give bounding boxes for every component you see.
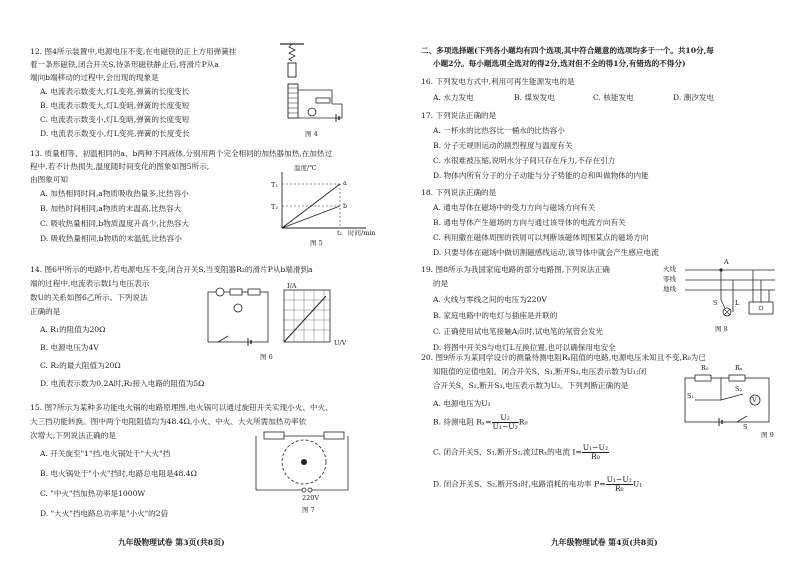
q12-stem-line-3: 端向b端移动的过程中,会出现的现象是 xyxy=(30,73,159,82)
q20-option-c-prefix: C. 闭合开关S、S₁,断开S₂,流过Rₓ的电流 I= xyxy=(433,447,582,457)
figure-8-household-circuit xyxy=(681,262,777,324)
q20-option-d xyxy=(433,476,642,493)
figure-5-y-axis-label: 温度/℃ xyxy=(294,164,317,172)
figure-5-temperature-time-graph xyxy=(270,168,370,236)
figure-5-label: 图 5 xyxy=(310,239,323,247)
q17-option-d: D. 物体内所有分子的分子动能与分子势能的总和叫做物体的内能 xyxy=(433,171,649,180)
q16-option-b: B. 煤炭发电 xyxy=(514,93,555,102)
figure-9-s2-label: S₂ xyxy=(735,385,743,393)
q16-option-a: A. 水力发电 xyxy=(433,93,474,102)
q13-stem-line-3: 由图象可知 xyxy=(30,175,68,184)
figure-6-circuit xyxy=(204,284,272,348)
q18-option-a: A. 通电导体在磁场中的受力方向与磁场方向有关 xyxy=(433,203,596,212)
figure-5-line-a-label: a xyxy=(343,179,347,187)
section-heading-line-2: 小题2分。每小题选项全选对的得2分,选对但不全的得1分,有错选的不得分) xyxy=(433,59,686,68)
q19-option-c: C. 正确使用试电笔接触A点时,试电笔的氖管会发光 xyxy=(433,327,604,336)
q20-option-a: A. 电源电压为U₁ xyxy=(433,399,491,408)
figure-5-tick-label: t₁ xyxy=(337,229,343,237)
q16-option-c: C. 核能发电 xyxy=(593,93,634,102)
figure-5-line-b-label: b xyxy=(343,202,348,210)
q20-stem-line-3: 合开关S、S₂,断开S₁,电压表示数为U₂。下列判断正确的是 xyxy=(433,381,629,390)
q20-option-b-denominator: U₁−U₂ xyxy=(492,421,518,431)
figure-8-switch-label: S xyxy=(713,299,718,307)
q18-stem: 18. 下列说法正确的是 xyxy=(421,188,497,197)
figure-7-label: 图 7 xyxy=(302,506,315,514)
q14-stem-line-1: 14. 图6甲所示的电路中,若电源电压不变,闭合开关S,当变阻器R₂的滑片P从b端滑到a xyxy=(30,265,313,274)
q14-option-b: B. 电源电压为4V xyxy=(40,343,99,352)
q18-option-d: D. 只要导体在磁场中做切割磁感线运动,该导体中就会产生感应电流 xyxy=(433,248,659,257)
q20-option-b-numerator: U₂ xyxy=(492,414,519,423)
q15-option-c: C. "中火"挡加热功率是1000W xyxy=(40,489,146,498)
figure-6-label: 图 6 xyxy=(260,353,273,361)
q19-option-d: D. 将图中开关S与电灯L互换位置,也可以确保用电安全 xyxy=(433,343,616,352)
q12-stem-line-1: 12. 图4所示装置中,电源电压不变,在电磁铁的正上方用弹簧挂 xyxy=(30,47,237,56)
figure-5-t1-label: T₁ xyxy=(271,181,278,189)
right-page xyxy=(397,0,794,561)
q20-option-d-numerator: U₁−U₂ xyxy=(606,475,632,484)
figure-4-label: 图 4 xyxy=(305,130,318,138)
left-page-footer: 九年级物理试卷 第3页(共8页) xyxy=(118,538,225,547)
q12-option-a: A. 电流表示数变大,灯L变亮,弹簧的长度变长 xyxy=(40,87,190,96)
q14-stem-line-2: 端的过程中,电流表示数I与电压表示 xyxy=(30,279,150,288)
q20-option-b-prefix: B. 待测电阻 Rₓ= xyxy=(433,417,492,427)
figure-9-r0-label: R₀ xyxy=(701,364,709,372)
figure-6-x-axis-label: U/V xyxy=(334,339,347,347)
figure-9-label: 图 9 xyxy=(761,431,774,439)
q20-option-b-suffix: R₀ xyxy=(518,417,528,427)
q20-option-c-numerator: U₁−U₂ xyxy=(582,443,608,452)
figure-8-lamp-label: L xyxy=(735,299,740,307)
figure-7-rotary-switch-circuit xyxy=(254,424,350,504)
q20-option-d-denominator: R₀ xyxy=(614,483,624,493)
q19-option-b: B. 家庭电路中的电灯与插座是并联的 xyxy=(433,311,558,320)
q15-option-b: B. 电火锅处于"小火"挡时,电路总电阻是48.4Ω xyxy=(40,469,197,478)
q14-stem-line-3: 数U的关系如图6乙所示。下列说法 xyxy=(30,293,148,302)
q20-option-b xyxy=(433,414,528,431)
figure-8-point-a-label: A xyxy=(724,258,729,266)
q14-option-a: A. R₁的阻值为20Ω xyxy=(40,325,106,334)
figure-9-resistance-measurement-circuit xyxy=(681,372,773,432)
q17-option-a: A. 一杯水的比热容比一桶水的比热容小 xyxy=(433,126,565,135)
q17-option-c: C. 水很难被压缩,说明水分子间只存在斥力,不存在引力 xyxy=(433,156,616,165)
figure-9-rx-label: Rₓ xyxy=(735,364,743,372)
section-heading-line-1: 二、多项选择题(下列各小题均有四个选项,其中符合题意的选项均多于一个。共10分,每 xyxy=(421,46,714,55)
q18-option-b: B. 通电导体产生磁场的方向与通过该导体的电流方向有关 xyxy=(433,218,626,227)
figure-4-electromagnet-circuit xyxy=(276,42,356,134)
q20-option-b-fraction xyxy=(492,414,519,431)
q20-option-c xyxy=(433,444,609,461)
figure-9-voltmeter-label: V xyxy=(752,396,757,404)
q19-option-a: A. 火线与零线之间的电压为220V xyxy=(433,295,547,304)
q18-option-c: C. 利用撒在磁体周围的铁屑可以判断该磁体周围某点的磁场方向 xyxy=(433,233,649,242)
q12-option-b: B. 电流表示数变大,灯L变暗,弹簧的长度变短 xyxy=(40,101,190,110)
q19-stem-line-2: 的是 xyxy=(433,279,449,288)
q20-option-d-prefix: D. 闭合开关S、S₂,断开S₁时,电路消耗的电功率 P= xyxy=(433,479,606,489)
q16-option-d: D. 潮汐发电 xyxy=(673,93,715,102)
q13-stem-line-1: 13. 质量相等、初温相同的a、b两种不同液体,分别用两个完全相同的加热器加热,在加热过 xyxy=(30,149,333,158)
q20-stem-line-2: 知阻值的定值电阻。闭合开关S、S₁,断开S₂,电压表示数为U₁;闭 xyxy=(433,367,647,376)
q20-option-d-fraction xyxy=(606,476,633,493)
figure-8-ground-wire-label: 地线 xyxy=(663,285,676,293)
q20-option-d-suffix: U₁ xyxy=(632,479,643,489)
q20-option-c-denominator: R₀ xyxy=(590,451,600,461)
figure-5-x-axis-label: 时间/min xyxy=(348,229,376,237)
figure-6-y-axis-label: I/A xyxy=(287,282,297,290)
q13-option-a: A. 加热相同时间,a物质吸收热量多,比热容小 xyxy=(40,189,189,198)
q14-option-d: D. 电流表示数为0.2A时,R₂接入电路的阻值为5Ω xyxy=(40,379,205,388)
figure-8-label: 图 8 xyxy=(715,325,728,333)
figure-9-s1-label: S₁ xyxy=(687,392,695,400)
q12-stem-line-2: 着一条形磁铁,闭合开关S,待条形磁铁静止后,将滑片P从a xyxy=(30,60,219,69)
figure-5-t2-label: T₂ xyxy=(271,203,278,211)
q13-option-d: D. 吸收热量相同,b物质的末温低,比热容小 xyxy=(40,234,182,243)
q15-option-a: A. 开关旋至"1"挡,电火锅处于"大火"挡 xyxy=(40,449,171,458)
q15-stem-line-2: 大三挡功能转换。图中两个电阻阻值均为48.4Ω,小火、中火、大火所需加热功率依 xyxy=(30,417,307,426)
q20-stem-line-1: 20. 图9所示为某同学设计的测量待测电阻Rₓ阻值的电路,电源电压未知且不变,R₀为已 xyxy=(421,353,706,362)
q13-option-c: C. 吸收热量相同,b物质温度升高少,比热容大 xyxy=(40,219,190,228)
q17-option-b: B. 分子无规则运动的剧烈程度与温度有关 xyxy=(433,141,573,150)
q20-option-c-fraction xyxy=(582,444,609,461)
q13-option-b: B. 加热时间相同,a物质的末温高,比热容大 xyxy=(40,204,182,213)
q14-option-c: C. R₂的最大阻值为20Ω xyxy=(40,361,121,370)
q15-stem-line-1: 15. 图7所示为某种多功能电火锅的电路原理图,电火锅可以通过旋钮开关实现小火、中火、 xyxy=(30,403,333,412)
q17-stem: 17. 下列说法正确的是 xyxy=(421,111,497,120)
figure-7-voltage-label: 220V xyxy=(302,494,320,502)
q12-option-d: D. 电流表示数变小,灯L变亮,弹簧的长度变长 xyxy=(40,129,190,138)
q14-stem-line-4: 正确的是 xyxy=(30,307,61,316)
q13-stem-line-2: 程中,若不计热损失,温度随时间变化的图象如图5所示, xyxy=(30,162,210,171)
q12-option-c: C. 电流表示数变小,灯L变暗,弹簧的长度变短 xyxy=(40,115,190,124)
q19-stem-line-1: 19. 图8所示为我国家庭电路的部分电路图,下列说法正确 xyxy=(421,265,610,274)
q15-option-d: D. "大火"挡电路总功率是"小火"的2倍 xyxy=(40,509,169,518)
figure-8-neutral-wire-label: 零线 xyxy=(663,275,676,283)
q16-stem: 16. 下列发电方式中,利用可再生能源发电的是 xyxy=(421,77,575,86)
figure-9-switch-s-label: S xyxy=(743,423,748,431)
figure-6-current-voltage-graph xyxy=(274,282,336,352)
figure-8-live-wire-label: 火线 xyxy=(663,265,676,273)
right-page-footer: 九年级物理试卷 第4页(共8页) xyxy=(551,538,658,547)
q15-stem-line-3: 次增大,下列说法正确的是 xyxy=(30,431,116,440)
